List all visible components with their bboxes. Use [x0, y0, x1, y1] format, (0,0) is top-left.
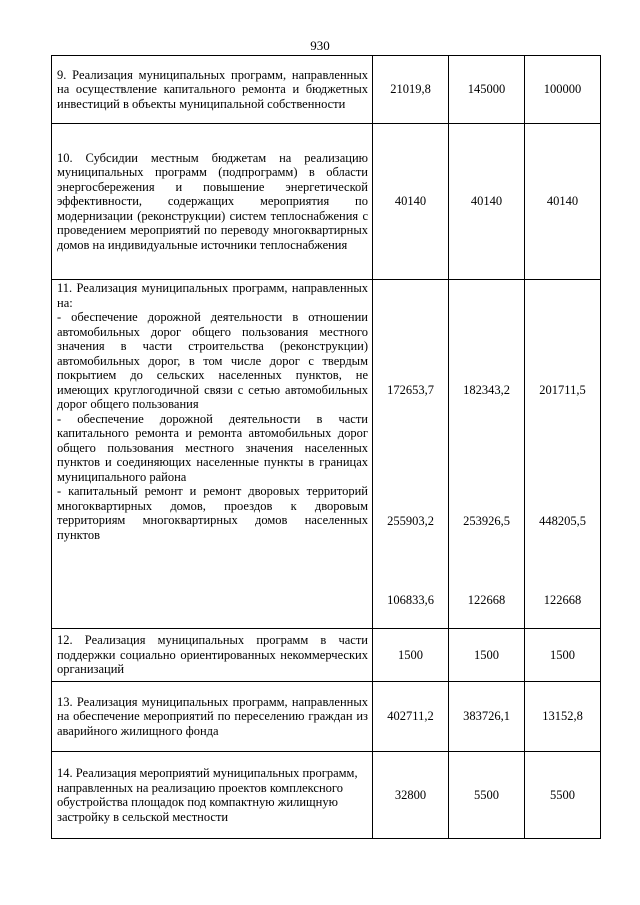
- value-cell-col1: 402711,2: [373, 682, 449, 752]
- subitem-value: 122668: [467, 592, 506, 607]
- subitem-value: 201711,5: [539, 382, 586, 397]
- row-description-cell: [52, 124, 373, 280]
- value-cell-col1: 1500: [373, 629, 449, 682]
- value-cell-col3: 100000: [525, 56, 601, 124]
- table-row-14: [52, 752, 601, 839]
- budget-table: [51, 55, 601, 839]
- value-cell-col1: 21019,8: [373, 56, 449, 124]
- row-description: 13. Реализация муниципальных программ, направленных на обеспечение мероприятий по переселению граждан из аварийного жилищного фонда: [57, 694, 368, 738]
- value-cell-col2: 5500: [449, 752, 525, 839]
- value-cell-col3: 40140: [525, 124, 601, 280]
- row-intro: 11. Реализация муниципальных программ, направленных на:: [57, 281, 368, 310]
- subitem-value: 172653,7: [387, 382, 434, 397]
- row-description-cell: [52, 682, 373, 752]
- row-description: 12. Реализация муниципальных программ в части поддержки социально ориентированных некоммерческих организаций: [57, 633, 368, 677]
- table-row-9: [52, 56, 601, 124]
- subitem-value: 182343,2: [463, 382, 510, 397]
- row-description-cell: [52, 629, 373, 682]
- subitem-value: 122668: [543, 592, 582, 607]
- table-row-10: [52, 124, 601, 280]
- subitem-value: 253926,5: [463, 513, 510, 528]
- page-number: 930: [310, 38, 330, 53]
- row-subitem: - обеспечение дорожной деятельности в части капитального ремонта и ремонта автомобильных дорог общего пользования местного значения населенных пунктов и соединяющих населенные пункты в границах муниципального района: [57, 411, 368, 484]
- table-row-11: [52, 280, 601, 629]
- value-cell-col1: 40140: [373, 124, 449, 280]
- value-cell-col2: 40140: [449, 124, 525, 280]
- subitem-value: 255903,2: [387, 513, 434, 528]
- value-cell-col1: 32800: [373, 752, 449, 839]
- value-cell-col3: [525, 280, 601, 629]
- value-cell-col2: [449, 280, 525, 629]
- value-cell-col3: 13152,8: [525, 682, 601, 752]
- table-row-12: [52, 629, 601, 682]
- row-description: [52, 280, 372, 543]
- value-cell-col2: 1500: [449, 629, 525, 682]
- value-cell-col3: 5500: [525, 752, 601, 839]
- row-subitem: - обеспечение дорожной деятельности в отношении автомобильных дорог общего пользования местного значения в части строительства (реконструкции) автомобильных дорог, в том числе дорог с твердым покрытием до сельских населенных пунктов, не имеющих круглогодичной связи с сетью автомобильных дорог общего пользования: [57, 310, 368, 411]
- row-description: 9. Реализация муниципальных программ, направленных на осуществление капитального ремонта и бюджетных инвестиций в объекты муниципальной собственности: [57, 67, 368, 111]
- value-cell-col1: [373, 280, 449, 629]
- value-cell-col2: 145000: [449, 56, 525, 124]
- subitem-value: 106833,6: [387, 592, 434, 607]
- subitem-value: 448205,5: [539, 513, 586, 528]
- row-description-cell: [52, 752, 373, 839]
- table-row-13: [52, 682, 601, 752]
- row-description-cell: [52, 56, 373, 124]
- row-description: 14. Реализация мероприятий муниципальных программ, направленных на реализацию проектов комплексного обустройства площадок под компактную жилищную застройку в сельской местности: [57, 766, 358, 824]
- row-subitem: - капитальный ремонт и ремонт дворовых территорий многоквартирных домов, проездов к дворовым территориям многоквартирных домов населенных пунктов: [57, 484, 368, 542]
- row-description: 10. Субсидии местным бюджетам на реализацию муниципальных программ (подпрограмм) в области энергосбережения и повышение энергетической эффективности, содержащих мероприятия по модернизации (реконструкции) систем теплоснабжения с проведением мероприятий по переводу многоквартирных домов на индивидуальные источники теплоснабжения: [57, 150, 368, 252]
- value-cell-col2: 383726,1: [449, 682, 525, 752]
- value-cell-col3: 1500: [525, 629, 601, 682]
- row-description-cell: [52, 280, 373, 629]
